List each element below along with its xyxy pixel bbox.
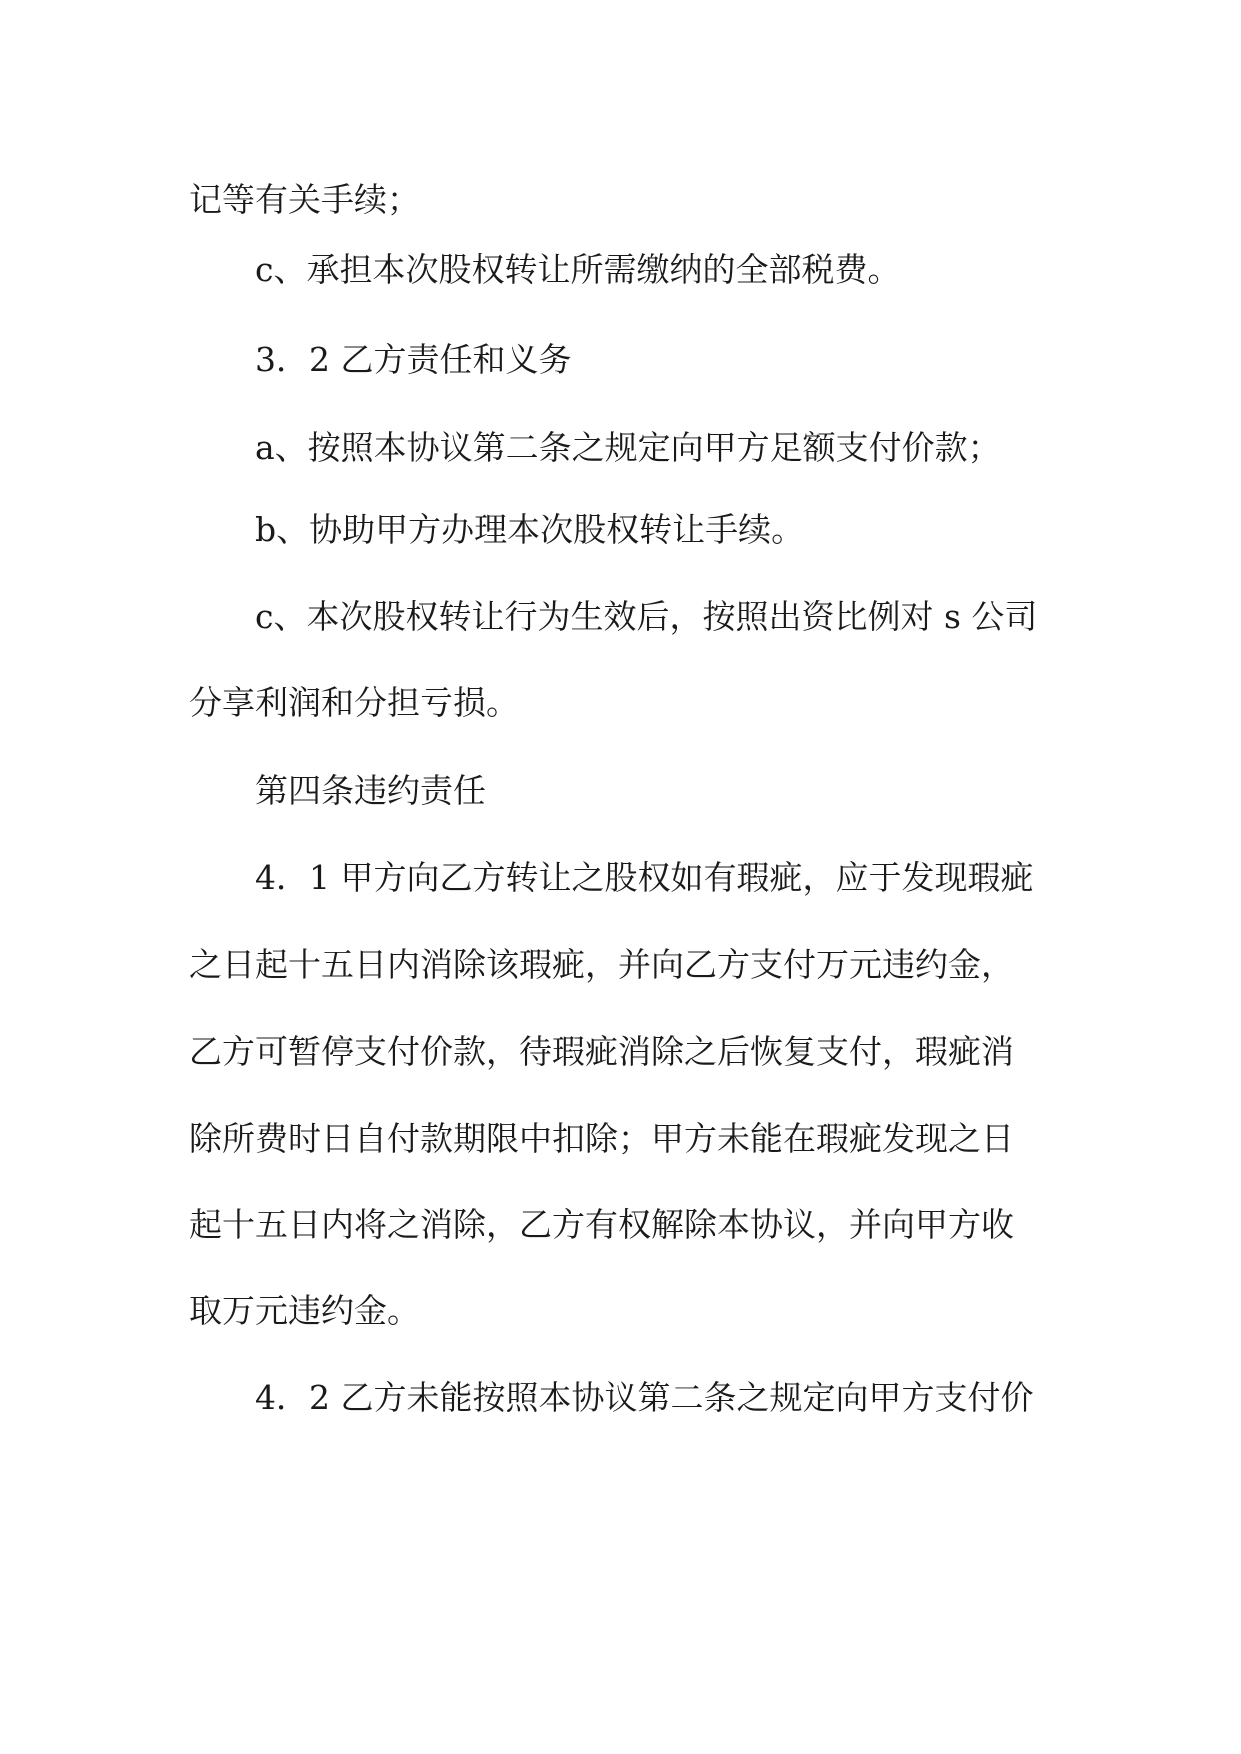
text-line: 分享利润和分担亏损。 [189, 683, 519, 722]
article-heading: 第四条违约责任 [255, 771, 486, 810]
text-line: b、协助甲方办理本次股权转让手续。 [255, 510, 805, 549]
text-line: 4．2 乙方未能按照本协议第二条之规定向甲方支付价 [255, 1378, 1034, 1417]
text-line: c、本次股权转让行为生效后，按照出资比例对 s 公司 [255, 597, 1038, 636]
text-line: c、承担本次股权转让所需缴纳的全部税费。 [255, 250, 901, 289]
text-line: 之日起十五日内消除该瑕疵，并向乙方支付万元违约金， [189, 945, 1014, 984]
text-line: a、按照本协议第二条之规定向甲方足额支付价款； [255, 428, 1001, 467]
text-line: 取万元违约金。 [189, 1291, 420, 1330]
text-line: 除所费时日自付款期限中扣除；甲方未能在瑕疵发现之日 [189, 1119, 1014, 1158]
text-line: 记等有关手续； [189, 180, 420, 219]
section-heading: 3．2 乙方责任和义务 [255, 340, 572, 379]
text-line: 4．1 甲方向乙方转让之股权如有瑕疵，应于发现瑕疵 [255, 858, 1034, 897]
text-line: 乙方可暂停支付价款，待瑕疵消除之后恢复支付，瑕疵消 [189, 1032, 1014, 1071]
text-line: 起十五日内将之消除，乙方有权解除本协议，并向甲方收 [189, 1205, 1014, 1244]
